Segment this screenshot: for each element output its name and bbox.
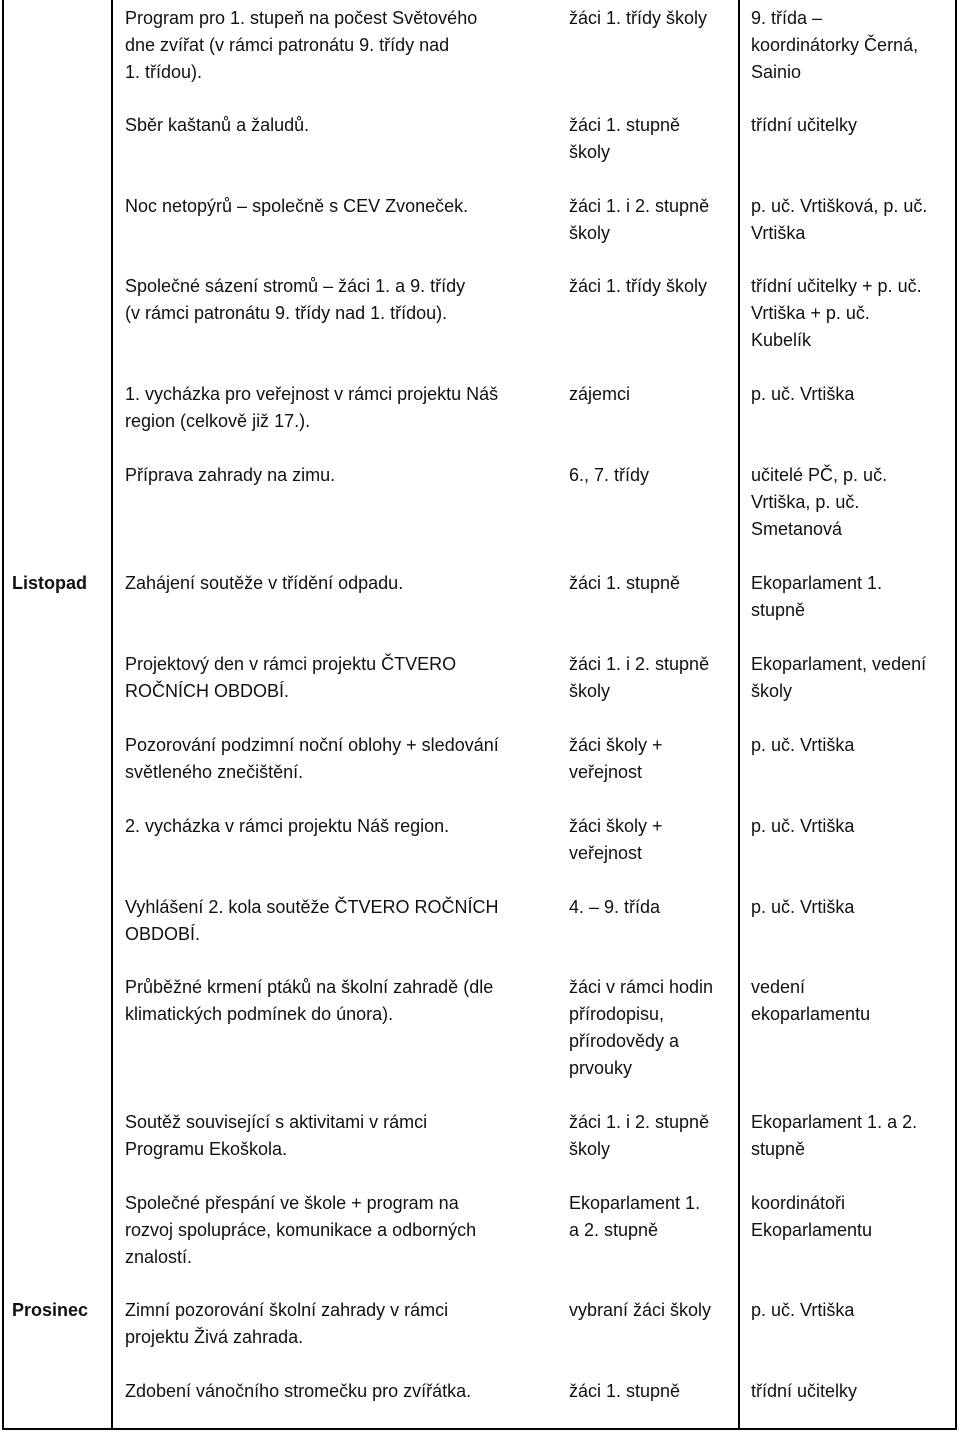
participants-cell: Ekoparlament 1. a 2. stupně [569, 1193, 701, 1240]
activity-cell: Projektový den v rámci projektu ČTVERO ROČNÍCH OBDOBÍ. [125, 654, 457, 701]
activity-cell: Průběžné krmení ptáků na školní zahradě (dle klimatických podmínek do února). [125, 977, 494, 1024]
participants-cell: vybraní žáci školy [569, 1300, 712, 1320]
activity-cell: 2. vycházka v rámci projektu Náš region. [125, 816, 450, 836]
participants-cell: žáci 1. stupně školy [569, 115, 681, 162]
responsible-cell: p. uč. Vrtiška [751, 384, 855, 404]
activity-cell: Zdobení vánočního stromečku pro zvířátka. [125, 1381, 472, 1401]
responsible-cell: p. uč. Vrtiška [751, 897, 855, 917]
participants-cell: 4. – 9. třída [569, 897, 661, 917]
participants-cell: žáci 1. třídy školy [569, 8, 708, 28]
activity-cell: Zahájení soutěže v třídění odpadu. [125, 573, 404, 593]
activity-cell: Vyhlášení 2. kola soutěže ČTVERO ROČNÍCH OBDOBÍ. [125, 897, 499, 944]
responsible-cell: třídní učitelky [751, 115, 858, 135]
responsible-cell: p. uč. Vrtiška [751, 816, 855, 836]
participants-cell: žáci 1. stupně [569, 573, 681, 593]
activity-cell: Soutěž související s aktivitami v rámci Programu Ekoškola. [125, 1112, 428, 1159]
participants-cell: žáci 1. stupně [569, 1381, 681, 1401]
activity-cell: Příprava zahrady na zimu. [125, 465, 336, 485]
responsible-cell: Ekoparlament, vedení školy [751, 654, 927, 701]
activity-cell: Společné sázení stromů – žáci 1. a 9. třídy (v rámci patronátu 9. třídy nad 1. třídou). [125, 276, 466, 323]
activity-cell: 1. vycházka pro veřejnost v rámci projektu Náš region (celkově již 17.). [125, 384, 499, 431]
participants-cell: 6., 7. třídy [569, 465, 650, 485]
activity-cell: Noc netopýrů – společně s CEV Zvoneček. [125, 196, 469, 216]
responsible-cell: 9. třída – koordinátorky Černá, Sainio [751, 8, 919, 82]
responsible-cell: učitelé PČ, p. uč. Vrtiška, p. uč. Smetanová [751, 465, 888, 539]
responsible-cell: Ekoparlament 1. stupně [751, 573, 883, 620]
participants-cell: zájemci [569, 384, 631, 404]
responsible-cell: třídní učitelky + p. uč. Vrtiška + p. uč. Kubelík [751, 276, 922, 350]
column-divider-month [111, 0, 113, 1428]
responsible-cell: vedení ekoparlamentu [751, 977, 871, 1024]
responsible-cell: Ekoparlament 1. a 2. stupně [751, 1112, 918, 1159]
column-divider-responsible [738, 0, 740, 1428]
participants-cell: žáci 1. i 2. stupně školy [569, 196, 710, 243]
activity-cell: Pozorování podzimní noční oblohy + sledování světleného znečištění. [125, 735, 499, 782]
participants-cell: žáci 1. i 2. stupně školy [569, 654, 710, 701]
responsible-cell: p. uč. Vrtišková, p. uč. Vrtiška [751, 196, 928, 243]
participants-cell: žáci 1. třídy školy [569, 276, 708, 296]
month-label-november: Listopad [12, 573, 87, 593]
responsible-cell: třídní učitelky [751, 1381, 858, 1401]
activity-cell: Společné přespání ve škole + program na rozvoj spolupráce, komunikace a odborných znalostí. [125, 1193, 477, 1267]
participants-cell: žáci v rámci hodin přírodopisu, přírodovědy a prvouky [569, 977, 714, 1078]
activity-cell: Zimní pozorování školní zahrady v rámci projektu Živá zahrada. [125, 1300, 449, 1347]
activity-cell: Program pro 1. stupeň na počest Světového dne zvířat (v rámci patronátu 9. třídy nad 1. třídou). [125, 8, 478, 82]
month-label-december: Prosinec [12, 1300, 89, 1320]
participants-cell: žáci školy + veřejnost [569, 735, 663, 782]
responsible-cell: p. uč. Vrtiška [751, 735, 855, 755]
responsible-cell: p. uč. Vrtiška [751, 1300, 855, 1320]
responsible-cell: koordinátoři Ekoparlamentu [751, 1193, 873, 1240]
participants-cell: žáci školy + veřejnost [569, 816, 663, 863]
activity-cell: Sběr kaštanů a žaludů. [125, 115, 310, 135]
participants-cell: žáci 1. i 2. stupně školy [569, 1112, 710, 1159]
